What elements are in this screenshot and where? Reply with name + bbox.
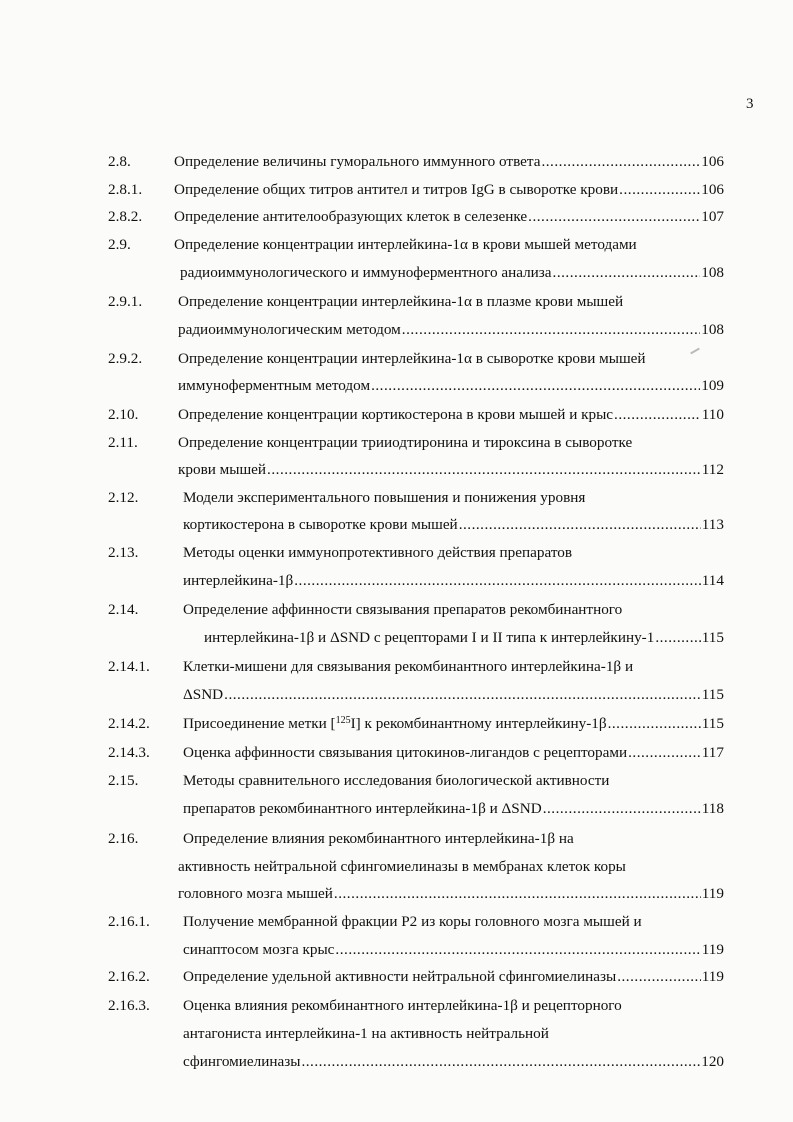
toc-entry-line: [183, 657, 633, 677]
dot-leader: [619, 180, 700, 200]
toc-entry-page: 118: [701, 800, 724, 817]
dot-leader: [402, 320, 700, 340]
toc-entry-line-final: [183, 571, 724, 591]
toc-entry-number: 2.15.: [108, 772, 139, 789]
toc-entry-title: кортикостерона в сыворотке крови мышей: [183, 516, 458, 533]
isotope-superscript: 125: [335, 715, 351, 726]
dot-leader: [371, 376, 700, 396]
toc-entry-line-final: [178, 460, 724, 480]
dot-leader: [553, 263, 701, 283]
toc-entry-line: [183, 771, 609, 791]
toc-entry-title: интерлейкина-1β: [183, 572, 294, 589]
toc-entry-page: 115: [701, 629, 724, 646]
toc-entry-number: 2.9.1.: [108, 293, 143, 310]
toc-entry-line-final: [183, 799, 724, 819]
toc-entry-number: 2.8.: [108, 153, 131, 170]
dot-leader: [541, 152, 700, 172]
toc-entry-number: 2.13.: [108, 544, 139, 561]
toc-entry-title: Определение концентрации интерлейкина-1α в крови мышей методами: [174, 236, 637, 253]
toc-entry-line: [183, 829, 574, 849]
dot-leader: [628, 743, 701, 763]
toc-entry-title: Методы сравнительного исследования биологической активности: [183, 772, 610, 789]
toc-entry-title: Оценка влияния рекомбинантного интерлейкина-1β и рецепторного: [183, 997, 622, 1014]
toc-entry-title: крови мышей: [178, 461, 267, 478]
toc-entry-line-final: [178, 320, 724, 340]
dot-leader: [294, 571, 701, 591]
toc-entry-page: 115: [701, 686, 724, 703]
toc-entry-title-part: I] к рекомбинантному интерлейкину-1β: [350, 715, 607, 732]
toc-entry-title: головного мозга мышей: [178, 885, 333, 902]
dot-leader: [301, 1052, 700, 1072]
toc-entry-page: 112: [701, 461, 724, 478]
toc-entry-line-final: [174, 152, 724, 172]
toc-entry-title: интерлейкина-1β и ΔSND с рецепторами I и II типа к интерлейкину-1: [204, 629, 655, 646]
toc-entry-title: Определение концентрации интерлейкина-1α в плазме крови мышей: [178, 293, 624, 310]
dot-leader: [334, 884, 701, 904]
toc-entry-line-final: [174, 207, 724, 227]
toc-entry-page: 114: [701, 572, 724, 589]
dot-leader: [617, 967, 701, 987]
toc-entry-page: 106: [701, 181, 724, 198]
toc-entry-line: [178, 433, 632, 453]
toc-entry-title: Модели экспериментального повышения и понижения уровня: [183, 489, 586, 506]
toc-entry-line-final: [174, 180, 724, 200]
toc-entry-line: [174, 235, 637, 255]
toc-entry-page: 108: [701, 264, 724, 281]
toc-entry-number: 2.14.: [108, 601, 139, 618]
toc-entry-line: [183, 996, 622, 1016]
toc-entry-number: 2.8.1.: [108, 181, 143, 198]
toc-entry-line-final: [183, 515, 724, 535]
toc-entry-line-final: [183, 685, 724, 705]
toc-entry-title-part: Присоединение метки [: [183, 715, 336, 732]
toc-entry-page: 120: [701, 1053, 724, 1070]
toc-entry-title: Определение влияния рекомбинантного интерлейкина-1β на: [183, 830, 574, 847]
toc-entry-line-final: [183, 714, 724, 734]
toc-entry-number: 2.14.2.: [108, 715, 150, 732]
toc-entry-title: Получение мембранной фракции Р2 из коры головного мозга мышей и: [183, 913, 642, 930]
toc-entry-title: антагониста интерлейкина-1 на активность нейтральной: [183, 1025, 549, 1042]
toc-entry-page: 106: [701, 153, 724, 170]
toc-entry-line: [183, 600, 622, 620]
toc-entry-page: 110: [701, 406, 724, 423]
toc-entry-title: Методы оценки иммунопротективного действия препаратов: [183, 544, 573, 561]
dot-leader: [655, 628, 700, 648]
toc-entry-title: радиоиммунологического и иммуноферментного анализа: [180, 264, 552, 281]
toc-entry-number: 2.10.: [108, 406, 139, 423]
toc-entry-line: [183, 543, 572, 563]
toc-entry-title: ΔSND: [183, 686, 224, 703]
toc-entry-title: радиоиммунологическим методом: [178, 321, 401, 338]
toc-entry-number: 2.12.: [108, 489, 139, 506]
toc-entry-line: [183, 1024, 549, 1044]
toc-entry-line-final: [178, 405, 724, 425]
toc-entry-page: 117: [701, 744, 724, 761]
toc-entry-title: сфингомиелиназы: [183, 1053, 301, 1070]
toc-entry-number: 2.16.: [108, 830, 139, 847]
dot-leader: [543, 799, 701, 819]
toc-entry-line-final: [180, 263, 724, 283]
toc-entry-title: Определение величины гуморального иммунного ответа: [174, 153, 541, 170]
toc-entry-title: активность нейтральной сфингомиелиназы в мембранах клеток коры: [178, 858, 626, 875]
scan-mark: [690, 348, 700, 355]
toc-entry-line-final: [183, 743, 724, 763]
dot-leader: [614, 405, 701, 425]
toc-entry-number: 2.16.2.: [108, 968, 150, 985]
dot-leader: [224, 685, 701, 705]
toc-entry-title: иммуноферментным методом: [178, 377, 371, 394]
toc-entry-page: 119: [701, 968, 724, 985]
toc-entry-title: Определение концентрации кортикостерона в крови мышей и крыс: [178, 406, 614, 423]
toc-entry-page: 109: [701, 377, 724, 394]
toc-entry-line-final: [183, 1052, 724, 1072]
toc-entry-line-final: [178, 376, 724, 396]
toc-entry-line: [183, 912, 642, 932]
toc-entry-number: 2.9.: [108, 236, 131, 253]
toc-entry-page: 119: [701, 885, 724, 902]
toc-entry-title: Определение антителообразующих клеток в селезенке: [174, 208, 528, 225]
toc-entry-line: [178, 292, 623, 312]
page-number: 3: [746, 96, 754, 112]
toc-entry-title: Определение концентрации интерлейкина-1α в сыворотке крови мышей: [178, 350, 646, 367]
toc-entry-title: Клетки-мишени для связывания рекомбинантного интерлейкина-1β и: [183, 658, 634, 675]
toc-entry-line-final: [183, 967, 724, 987]
toc-entry-title: Определение аффинности связывания препаратов рекомбинантного: [183, 601, 623, 618]
toc-entry-title: синаптосом мозга крыс: [183, 941, 335, 958]
toc-entry-line: [178, 857, 626, 877]
dot-leader: [459, 515, 701, 535]
toc-entry-line-final: [178, 884, 724, 904]
toc-entry-line-final: [183, 940, 724, 960]
toc-entry-page: 107: [701, 208, 724, 225]
toc-entry-title: Определение общих титров антител и титров IgG в сыворотке крови: [174, 181, 619, 198]
toc-entry-title: Определение концентрации трииодтиронина и тироксина в сыворотке: [178, 434, 633, 451]
toc-entry-number: 2.11.: [108, 434, 138, 451]
toc-entry-page: 119: [701, 941, 724, 958]
toc-entry-page: 113: [701, 516, 724, 533]
toc-entry-page: 115: [701, 715, 724, 732]
toc-entry-title: Определение удельной активности нейтральной сфингомиелиназы: [183, 968, 617, 985]
dot-leader: [528, 207, 700, 227]
toc-entry-line: [183, 488, 585, 508]
toc-entry-number: 2.8.2.: [108, 208, 143, 225]
toc-entry-number: 2.9.2.: [108, 350, 143, 367]
toc-entry-number: 2.16.1.: [108, 913, 150, 930]
toc-entry-number: 2.16.3.: [108, 997, 150, 1014]
toc-entry-line: [178, 349, 646, 369]
toc-entry-title: препаратов рекомбинантного интерлейкина-1β и ΔSND: [183, 800, 542, 817]
toc-entry-line-final: [204, 628, 724, 648]
toc-entry-title: Оценка аффинности связывания цитокинов-лигандов с рецепторами: [183, 744, 628, 761]
dot-leader: [335, 940, 700, 960]
dot-leader: [608, 714, 701, 734]
toc-entry-number: 2.14.3.: [108, 744, 150, 761]
toc-entry-page: 108: [701, 321, 724, 338]
toc-entry-title: [183, 714, 607, 734]
toc-entry-number: 2.14.1.: [108, 658, 150, 675]
dot-leader: [267, 460, 701, 480]
